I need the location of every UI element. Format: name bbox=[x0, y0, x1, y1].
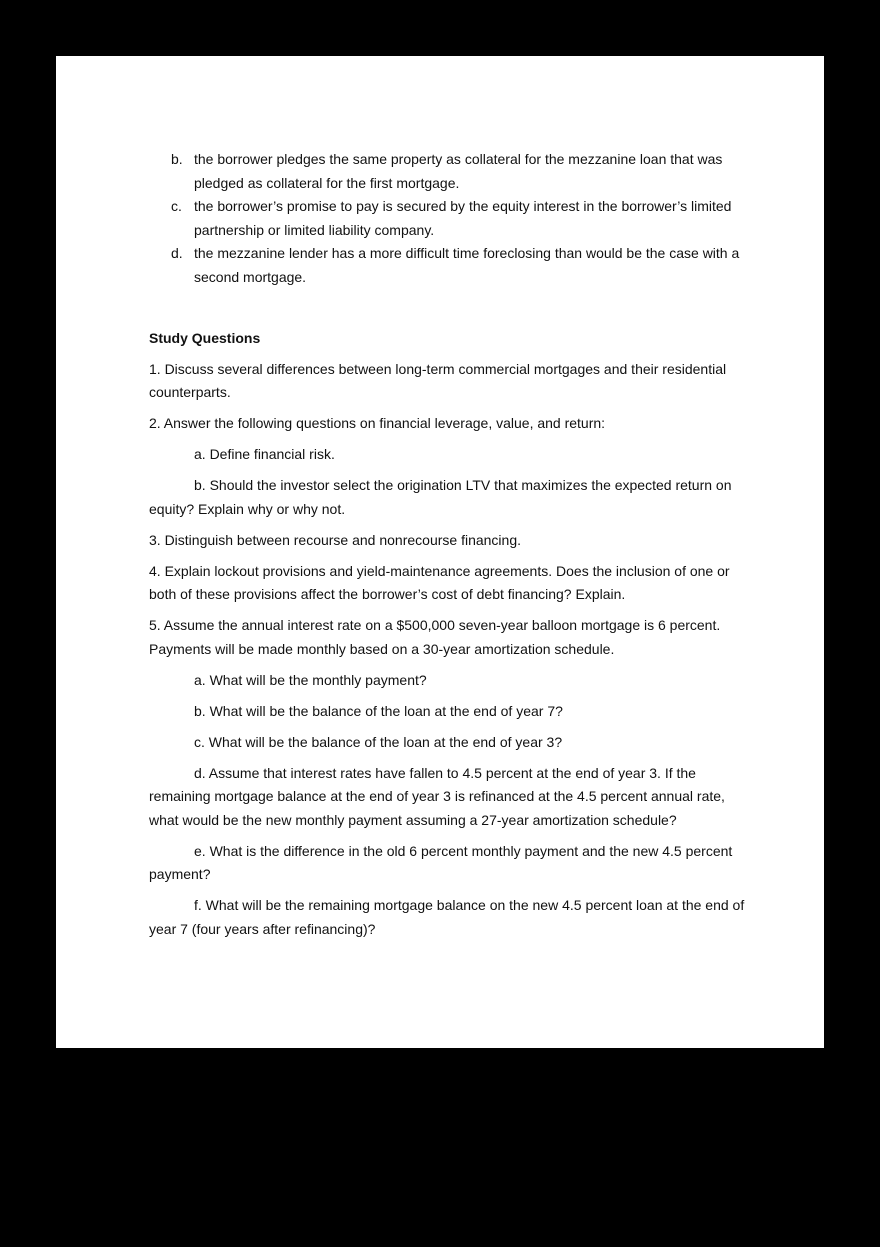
choice-item-c bbox=[149, 195, 749, 242]
question-4: 4. Explain lockout provisions and yield-maintenance agreements. Does the inclusion of one or both of these provisions affect the borrower’s cost of debt financing? Explain. bbox=[149, 562, 730, 602]
question-5: 5. Assume the annual interest rate on a $500,000 seven-year balloon mortgage is 6 percent. Payments will be made monthly based on a 30-year amortization schedule. bbox=[149, 617, 721, 657]
section-heading: Study Questions bbox=[149, 330, 261, 346]
choice-item-d bbox=[149, 242, 749, 289]
choice-text: the mezzanine lender has a more difficult time foreclosing than would be the case with a second mortgage. bbox=[194, 245, 740, 285]
question-1: 1. Discuss several differences between long-term commercial mortgages and their residential counterparts. bbox=[149, 360, 727, 400]
choice-text: the borrower pledges the same property as collateral for the mezzanine loan that was pledged as collateral for the first mortgage. bbox=[194, 151, 723, 191]
question-5a: a. What will be the monthly payment? bbox=[194, 671, 427, 688]
page-content bbox=[149, 148, 749, 949]
question-2: 2. Answer the following questions on financial leverage, value, and return: bbox=[149, 415, 606, 431]
question-2a: a. Define financial risk. bbox=[194, 446, 335, 462]
choice-text: the borrower’s promise to pay is secured by the equity interest in the borrower’s limited partnership or limited liability company. bbox=[194, 198, 732, 238]
choice-item-b bbox=[149, 148, 749, 195]
question-5c: c. What will be the balance of the loan at the end of year 3? bbox=[194, 733, 563, 750]
question-3: 3. Distinguish between recourse and nonrecourse financing. bbox=[149, 531, 522, 548]
question-5b: b. What will be the balance of the loan at the end of year 7? bbox=[194, 702, 563, 719]
question-2b: b. Should the investor select the origination LTV that maximizes the expected return on equity? Explain why or why not. bbox=[149, 477, 732, 517]
question-5d: d. Assume that interest rates have fallen to 4.5 percent at the end of year 3. If the remaining mortgage balance at the end of year 3 is refinanced at the 4.5 percent annual rate, what would be the new monthly payment assuming a 27-year amortization schedule? bbox=[149, 764, 725, 828]
choice-marker: b. bbox=[171, 151, 183, 167]
document-page bbox=[56, 56, 824, 1048]
question-5f: f. What will be the remaining mortgage balance on the new 4.5 percent loan at the end of year 7 (four years after refinancing)? bbox=[149, 897, 745, 937]
choice-marker: d. bbox=[171, 245, 183, 261]
choice-marker: c. bbox=[171, 198, 182, 214]
question-5e: e. What is the difference in the old 6 percent monthly payment and the new 4.5 percent payment? bbox=[149, 842, 733, 882]
